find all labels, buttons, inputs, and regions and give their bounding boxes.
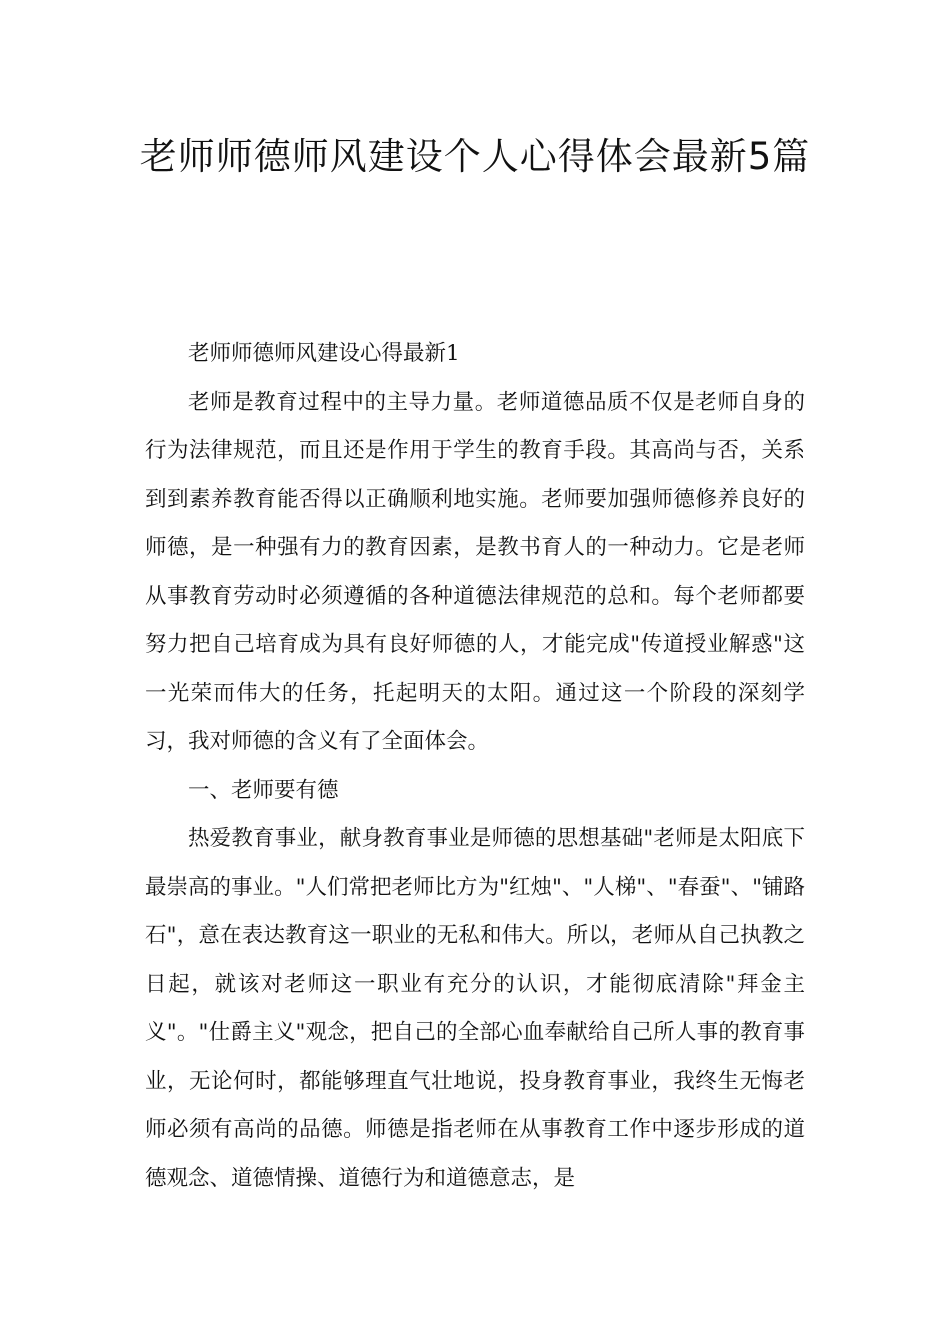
document-body: [145, 330, 805, 1203]
document-title: 老师师德师风建设个人心得体会最新5篇: [139, 135, 811, 178]
section-heading: 老师师德师风建设心得最新1: [188, 341, 460, 366]
body-paragraph: 热爱教育事业，献身教育事业是师德的思想基础"老师是太阳底下最崇高的事业。"人们常把老师比方为"红烛"、"人梯"、"春蚕"、"铺路石"，意在表达教育这一职业的无私和伟大。所以，老师从自己执教之日起，就该对老师这一职业有充分的认识，才能彻底清除"拜金主义"。"仕爵主义"观念，把自己的全部心血奉献给自己所人事的教育事业，无论何时，都能够理直气壮地说，投身教育事业，我终生无悔老师必须有高尚的品德。师德是指老师在从事教育工作中逐步形成的道德观念、道德情操、道德行为和道德意志，是: [145, 826, 805, 1191]
body-paragraph: 老师是教育过程中的主导力量。老师道德品质不仅是老师自身的行为法律规范，而且还是作用于学生的教育手段。其高尚与否，关系到到素养教育能否得以正确顺利地实施。老师要加强师德修养良好的师德，是一种强有力的教育因素，是教书育人的一种动力。它是老师从事教育劳动时必须遵循的各种道德法律规范的总和。每个老师都要努力把自己培育成为具有良好师德的人，才能完成"传道授业解惑"这一光荣而伟大的任务，托起明天的太阳。通过这一个阶段的深刻学习，我对师德的含义有了全面体会。: [145, 389, 805, 754]
section-heading: 一、老师要有德: [188, 777, 339, 803]
